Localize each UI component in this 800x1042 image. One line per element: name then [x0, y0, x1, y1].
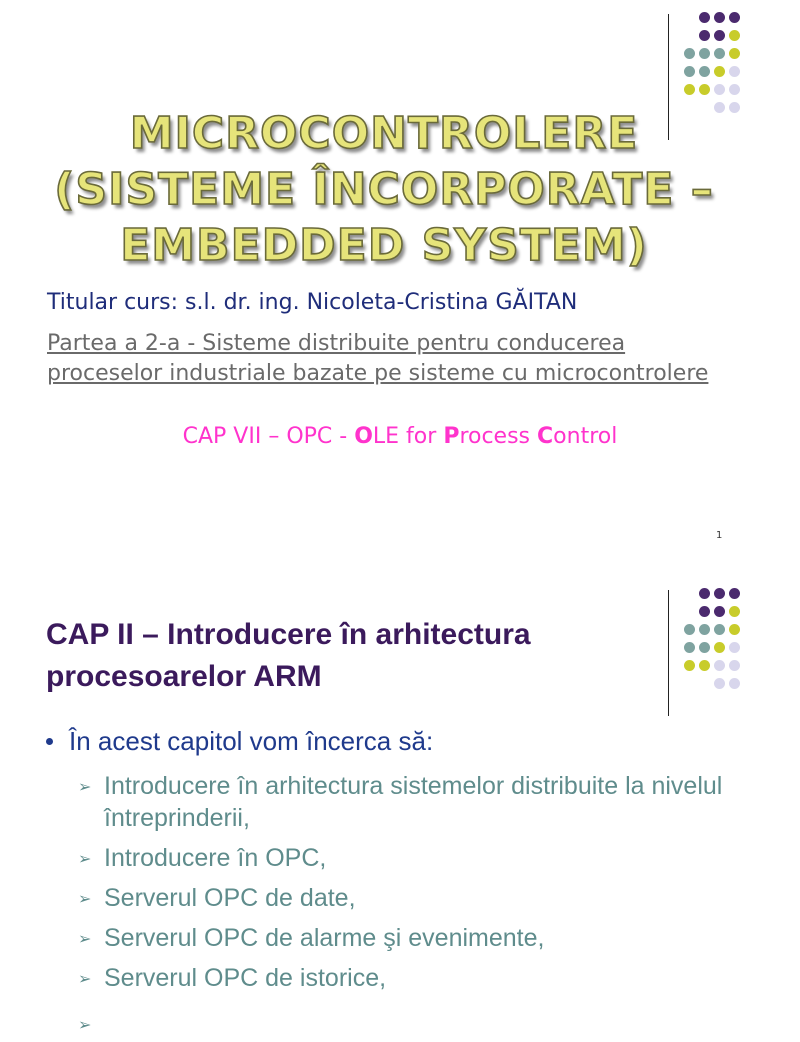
decoration-dot: [729, 624, 740, 635]
list-item: [78, 962, 728, 994]
decoration-dot: [699, 624, 710, 635]
decoration-dot: [714, 66, 725, 77]
divider-line: [668, 590, 669, 716]
decoration-dot: [684, 84, 695, 95]
part-subtitle: [47, 329, 737, 389]
decoration-dot: [714, 588, 725, 599]
course-holder: Titular curs: s.l. dr. ing. Nicoleta-Cristina GĂITAN: [47, 290, 578, 315]
decoration-dot: [684, 48, 695, 59]
decoration-dot: [699, 606, 710, 617]
decoration-dot: [684, 660, 695, 671]
list-item: [78, 922, 728, 954]
decoration-dot: [729, 66, 740, 77]
decoration-dot: [699, 84, 710, 95]
decoration-dot: [714, 660, 725, 671]
main-title: [0, 106, 768, 274]
page-number: 1: [716, 530, 723, 541]
chapter-prefix: CAP VII – OPC -: [182, 424, 355, 449]
bullet-dot-icon: [46, 738, 53, 745]
decoration-dot: [714, 624, 725, 635]
title-line-3: EMBEDDED SYSTEM): [120, 220, 648, 271]
list-item-text: Introducere în arhitectura sistemelor distribuite la nivelul întreprinderii,: [104, 772, 723, 832]
decoration-dot: [684, 642, 695, 653]
decoration-dot: [729, 642, 740, 653]
list-item-text: Serverul OPC de istorice,: [104, 964, 387, 992]
decoration-dot: [729, 678, 740, 689]
arrow-bullet-icon: ➢: [78, 1017, 92, 1034]
letter-c: C: [537, 424, 554, 449]
decoration-dot: [714, 12, 725, 23]
chapter-heading: [0, 424, 800, 449]
decoration-dot: [729, 30, 740, 41]
list-item-text: Serverul OPC de alarme şi evenimente,: [104, 924, 545, 952]
decoration-dot: [729, 606, 740, 617]
word-ole: LE for: [372, 424, 444, 449]
word-control: ontrol: [553, 424, 618, 449]
list-item: [78, 770, 728, 834]
decoration-dot: [729, 84, 740, 95]
decoration-dot: [714, 48, 725, 59]
slide-2: [0, 576, 768, 1034]
decoration-dot: [699, 66, 710, 77]
list-item: [78, 882, 728, 914]
decoration-dot: [699, 642, 710, 653]
decoration-dot: [684, 66, 695, 77]
part-subtitle-text: Partea a 2-a - Sisteme distribuite pentru conducerea proceselor industriale bazate pe sisteme cu microcontrolere: [47, 331, 709, 386]
arrow-bullet-icon: ➢: [78, 971, 92, 988]
title-line-1: MICROCONTROLERE: [129, 108, 639, 159]
decoration-dot: [729, 12, 740, 23]
list-item-text: Introducere în OPC,: [104, 844, 327, 872]
letter-p: P: [443, 424, 460, 449]
main-bullet-text: În acest capitol vom încerca să:: [69, 726, 434, 756]
title-line-2: (SISTEME ÎNCORPORATE –: [54, 164, 714, 215]
decoration-dot: [714, 678, 725, 689]
arrow-bullet-icon: ➢: [78, 851, 92, 868]
decoration-dot: [699, 588, 710, 599]
decoration-dot: [699, 48, 710, 59]
letter-o: O: [354, 424, 373, 449]
decoration-dot: [729, 48, 740, 59]
main-bullet: [46, 726, 433, 757]
arrow-bullet-icon: ➢: [78, 779, 92, 796]
decoration-dot: [699, 660, 710, 671]
arrow-bullet-icon: ➢: [78, 891, 92, 908]
list-item: [78, 842, 728, 874]
decoration-dot: [684, 624, 695, 635]
decoration-dot: [714, 30, 725, 41]
decoration-dot: [729, 660, 740, 671]
decoration-dot: [714, 606, 725, 617]
decoration-dot: [699, 30, 710, 41]
decoration-dot: [714, 84, 725, 95]
decoration-dot: [699, 12, 710, 23]
slide-title: CAP II – Introducere în arhitectura procesoarelor ARM: [46, 618, 531, 693]
decoration-dot: [714, 642, 725, 653]
list-item-text: Serverul OPC de date,: [104, 884, 356, 912]
arrow-bullet-icon: ➢: [78, 931, 92, 948]
word-process: rocess: [459, 424, 538, 449]
decoration-dot: [729, 588, 740, 599]
